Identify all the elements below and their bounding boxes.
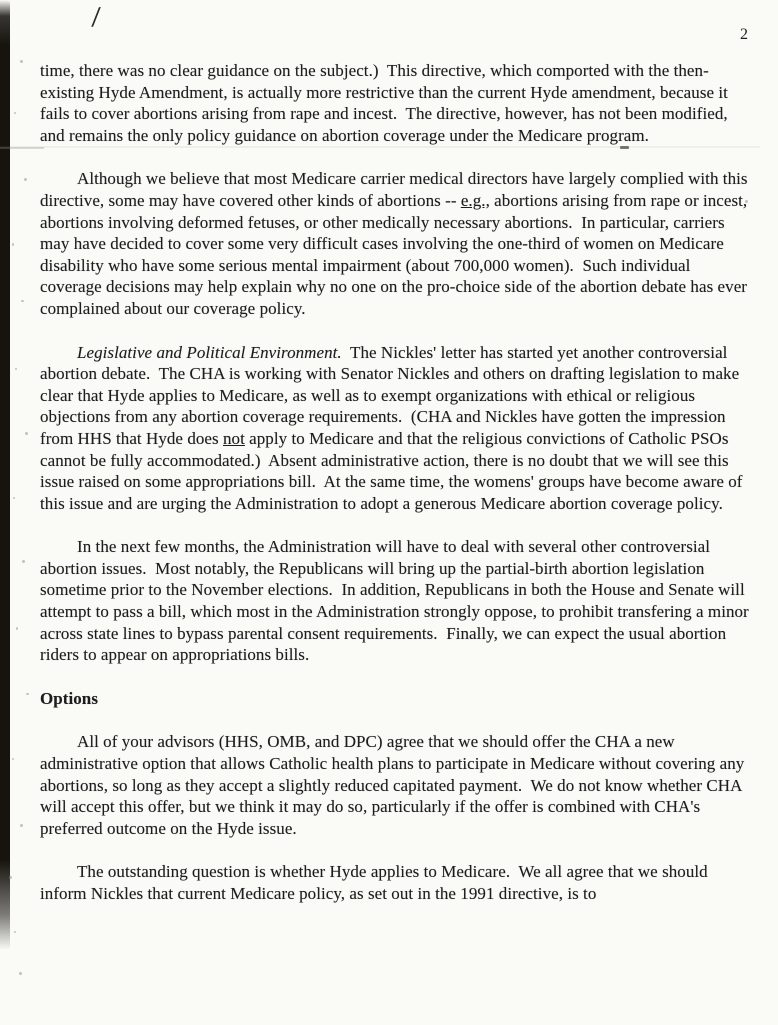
text-run-underline: not xyxy=(222,428,245,448)
scan-speckle xyxy=(12,758,14,760)
scan-speckle xyxy=(13,497,15,499)
scan-speckle xyxy=(12,243,14,246)
text-run: The Nickles' letter has started yet another controversial abortion debate. The CHA is working with Senator Nickles and others on drafting legislation to make clear that Hyde applies to Medicare, as well as to exempt organizations with ethical or religious objections from any abortion coverage requirements. (CHA and Nickles have gotten the impression from HHS that Hyde does xyxy=(40,342,744,448)
scan-speckle xyxy=(14,112,16,114)
text-run: The outstanding question is whether Hyde applies to Medicare. We all agree that we should inform Nickles that current Medicare policy, as set out in the 1991 directive, is to xyxy=(40,862,713,903)
scan-speckle xyxy=(9,876,12,879)
paragraph xyxy=(40,168,752,319)
text-run: time, there was no clear guidance on the subject.) This directive, which comported with the then-existing Hyde Amendment, is actually more restrictive than the current Hyde amendment, because it fails to cover abortions arising from rape and incest. The directive, however, has not been modified, and remains the only policy guidance on abortion coverage under the Medicare program. xyxy=(40,61,733,145)
text-run-italic: Legislative and Political Environment. xyxy=(77,342,342,362)
text-run: apply to Medicare and that the religious convictions of Catholic PSOs cannot be fully accommodated.) Absent administrative action, there is no doubt that we will see this issue raised on some appropriations bill. At the same time, the womens' groups have become aware of this issue and are urging the Administration to adopt a generous Medicare abortion coverage policy. xyxy=(40,428,747,513)
scan-speckle xyxy=(14,931,16,933)
text-run: abortions arising from rape or incest, abortions involving deformed fetuses, or other medically necessary abortions. In particular, carriers may have decided to cover some very difficult cases involving the one-third of women on Medicare disability who have some serious mental impairment (about 700,000 women). Such individual coverage decisions may help explain why no one on the pro-choice side of the abortion debate has ever complained about our coverage policy. xyxy=(40,190,752,318)
document-body xyxy=(40,60,752,927)
scan-speckle xyxy=(16,627,18,630)
handwritten-tick-mark: / xyxy=(90,1,102,34)
scan-speckle xyxy=(15,368,17,370)
scan-speckle xyxy=(20,824,23,827)
page-number: 2 xyxy=(740,26,748,43)
text-run-underline: e.g., xyxy=(460,190,490,210)
paragraph xyxy=(40,60,752,146)
text-run: All of your advisors (HHS, OMB, and DPC) agree that we should offer the CHA a new administrative option that allows Catholic health plans to participate in Medicare without covering any abortions, so long as they accept a slightly reduced capitated payment. We do not know whether CHA will accept this offer, but we think it may do so, particularly if the offer is combined with CHA's preferred outcome on the Hyde issue. xyxy=(40,732,749,838)
section-heading: Options xyxy=(40,688,98,708)
scan-speckle xyxy=(22,560,25,563)
text-run: In the next few months, the Administration will have to deal with several other controversial abortion issues. Most notably, the Republicans will bring up the partial-birth abortion legislation sometime prior to the November elections. In addition, Republicans in both the House and Senate will attempt to pass a bill, which most in the Administration strongly oppose, to prohibit transfering a minor across state lines to bypass parental consent requirements. Finally, we can expect the usual abortion riders to appear on appropriations bills. xyxy=(40,537,754,665)
paragraph xyxy=(40,861,752,904)
scan-speckle xyxy=(20,60,23,63)
scan-speckle xyxy=(24,178,27,181)
scan-speckle xyxy=(26,693,29,695)
scan-speckle xyxy=(25,432,28,435)
text-run: Although we believe that most Medicare carrier medical directors have largely complied with this directive, some may have covered other kinds of abortions -- xyxy=(40,169,752,210)
scan-speckle xyxy=(21,300,24,302)
scan-smudge-left xyxy=(0,147,44,149)
paragraph xyxy=(40,342,752,515)
scan-edge-artifact xyxy=(0,0,10,950)
scan-speckle xyxy=(19,972,22,975)
paragraph xyxy=(40,536,752,666)
paragraph xyxy=(40,731,752,839)
